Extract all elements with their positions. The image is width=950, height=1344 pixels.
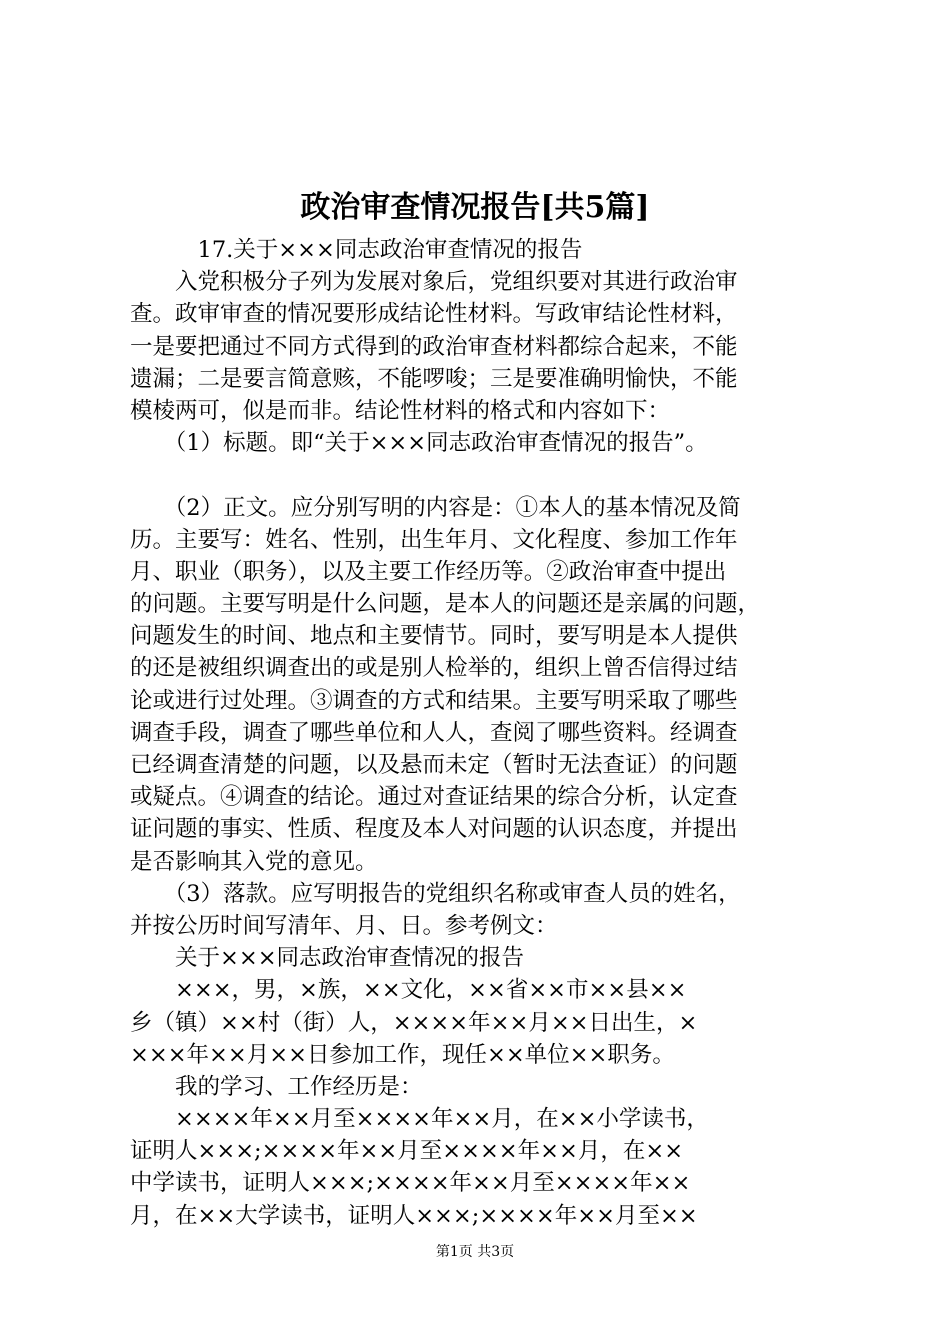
- blank-line: [130, 459, 835, 491]
- text-line: 并按公历时间写清年、月、日。参考例文：: [130, 912, 558, 939]
- text-line: 月、职业（职务），以及主要工作经历等。②政治审查中提出: [130, 558, 727, 585]
- text-line: 是否影响其入党的意见。: [130, 848, 378, 875]
- text-line: 论或进行过处理。③调查的方式和结果。主要写明采取了哪些: [130, 687, 738, 714]
- text-line: 乡（镇）××村（街）人，××××年××月××日出生，×: [130, 1009, 698, 1036]
- text-line: 已经调查清楚的问题，以及悬而未定（暂时无法查证）的问题: [130, 752, 738, 778]
- text-line: （3）落款。应写明报告的党组织名称或审查人员的姓名，: [130, 880, 741, 907]
- document-title: 政治审查情况报告[共5篇]: [300, 190, 650, 225]
- text-line: 证明人×××;××××年××月至××××年××月，在××: [130, 1138, 684, 1165]
- text-line: 证问题的事实、性质、程度及本人对问题的认识态度，并提出: [130, 816, 738, 843]
- text-line: 一是要把通过不同方式得到的政治审查材料都综合起来，不能: [130, 333, 738, 360]
- text-line: 历。主要写：姓名、性别，出生年月、文化程度、参加工作年: [130, 526, 738, 553]
- page-number-footer: 第1页 共3页: [435, 1244, 515, 1260]
- text-line: 我的学习、工作经历是：: [130, 1073, 423, 1100]
- text-line: 问题发生的时间、地点和主要情节。同时，要写明是本人提供: [130, 623, 738, 650]
- text-line: 模棱两可，似是而非。结论性材料的格式和内容如下：: [130, 397, 671, 424]
- text-line: （2）正文。应分别写明的内容是：①本人的基本情况及简: [130, 494, 741, 521]
- document-body: [130, 234, 835, 1232]
- text-line: 或疑点。④调查的结论。通过对查证结果的综合分析，认定查: [130, 784, 738, 811]
- text-line: （1）标题。即“关于×××同志政治审查情况的报告”。: [130, 430, 708, 457]
- text-line: ×××，男，×族，××文化，××省××市××县××: [130, 977, 687, 1004]
- text-line: 关于×××同志政治审查情况的报告: [130, 945, 525, 972]
- text-line: ××××年××月至××××年××月，在××小学读书，: [130, 1106, 709, 1133]
- text-line: 的问题。主要写明是什么问题，是本人的问题还是亲属的问题，: [130, 591, 761, 618]
- text-line: ×××年××月××日参加工作，现任××单位××职务。: [130, 1041, 675, 1068]
- text-line: 中学读书，证明人×××;××××年××月至××××年××: [130, 1170, 691, 1197]
- text-line: 遗漏；二是要言简意赅，不能啰唆；三是要准确明愉快，不能: [130, 365, 738, 392]
- text-line: 调查手段，调查了哪些单位和人人，查阅了哪些资料。经调查: [130, 719, 738, 746]
- text-line: 查。政审审查的情况要形成结论性材料。写政审结论性材料，: [130, 301, 738, 328]
- text-line: 的还是被组织调查出的或是别人检举的，组织上曾否信得过结: [130, 655, 738, 682]
- text-line: 17.关于×××同志政治审查情况的报告: [130, 237, 583, 263]
- text-line: 入党积极分子列为发展对象后，党组织要对其进行政治审: [130, 269, 738, 296]
- text-line: 月，在××大学读书，证明人×××;××××年××月至××: [130, 1202, 698, 1229]
